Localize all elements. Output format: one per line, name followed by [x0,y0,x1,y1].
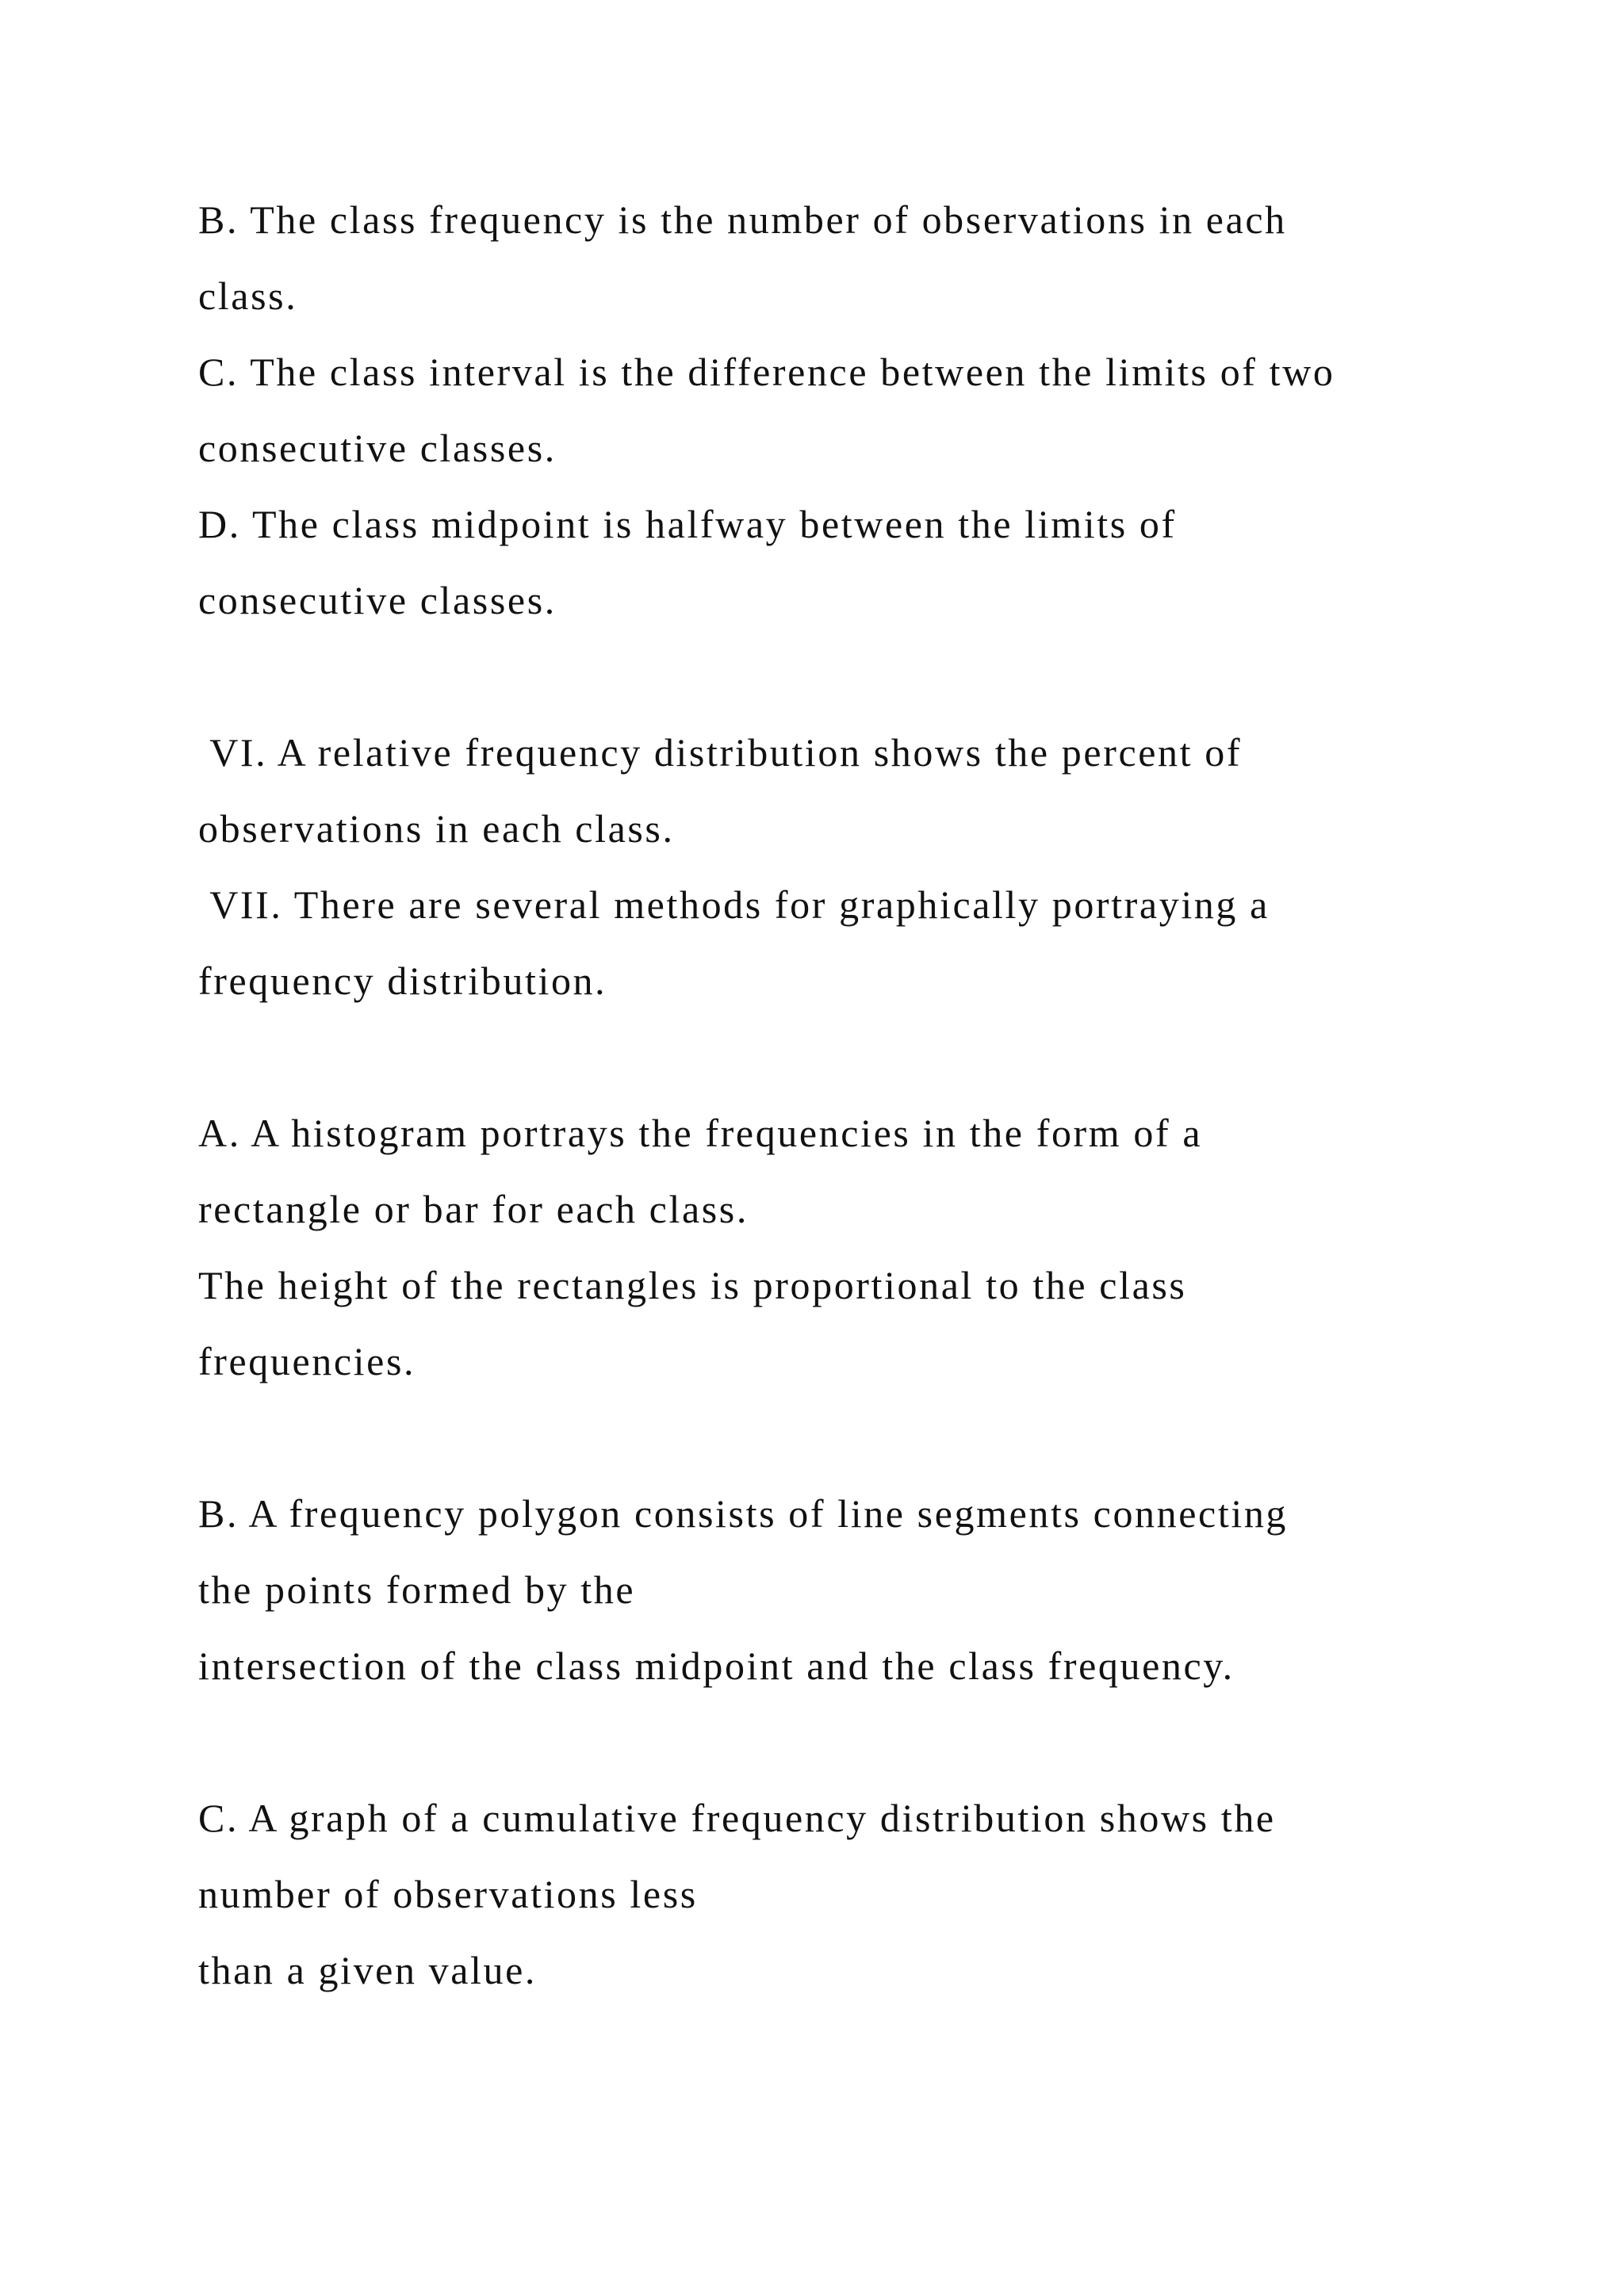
text-line: observations in each class. [198,806,675,851]
text-line: number of observations less [198,1872,698,1916]
text-line: intersection of the class midpoint and the class frequency. [198,1644,1235,1688]
text-line: VI. A relative frequency distribution shows the percent of [198,730,1243,775]
text-line: frequency distribution. [198,959,607,1003]
text-line: D. The class midpoint is halfway between the limits of [198,502,1177,546]
text-line: VII. There are several methods for graphically portraying a [198,882,1270,927]
text-line: the points formed by the [198,1567,636,1612]
text-line: than a given value. [198,1948,538,1992]
text-line: frequencies. [198,1339,416,1383]
text-line: A. A histogram portrays the frequencies in the form of a [198,1111,1203,1155]
text-line: B. The class frequency is the number of observations in each [198,197,1287,242]
text-line: C. The class interval is the difference between the limits of two [198,350,1335,394]
text-line: B. A frequency polygon consists of line segments connecting [198,1491,1289,1536]
text-line: rectangle or bar for each class. [198,1187,749,1231]
text-line: C. A graph of a cumulative frequency distribution shows the [198,1796,1276,1840]
text-line: class. [198,274,298,318]
text-line: consecutive classes. [198,426,557,470]
text-line: The height of the rectangles is proportional to the class [198,1263,1187,1307]
text-line: consecutive classes. [198,578,557,622]
